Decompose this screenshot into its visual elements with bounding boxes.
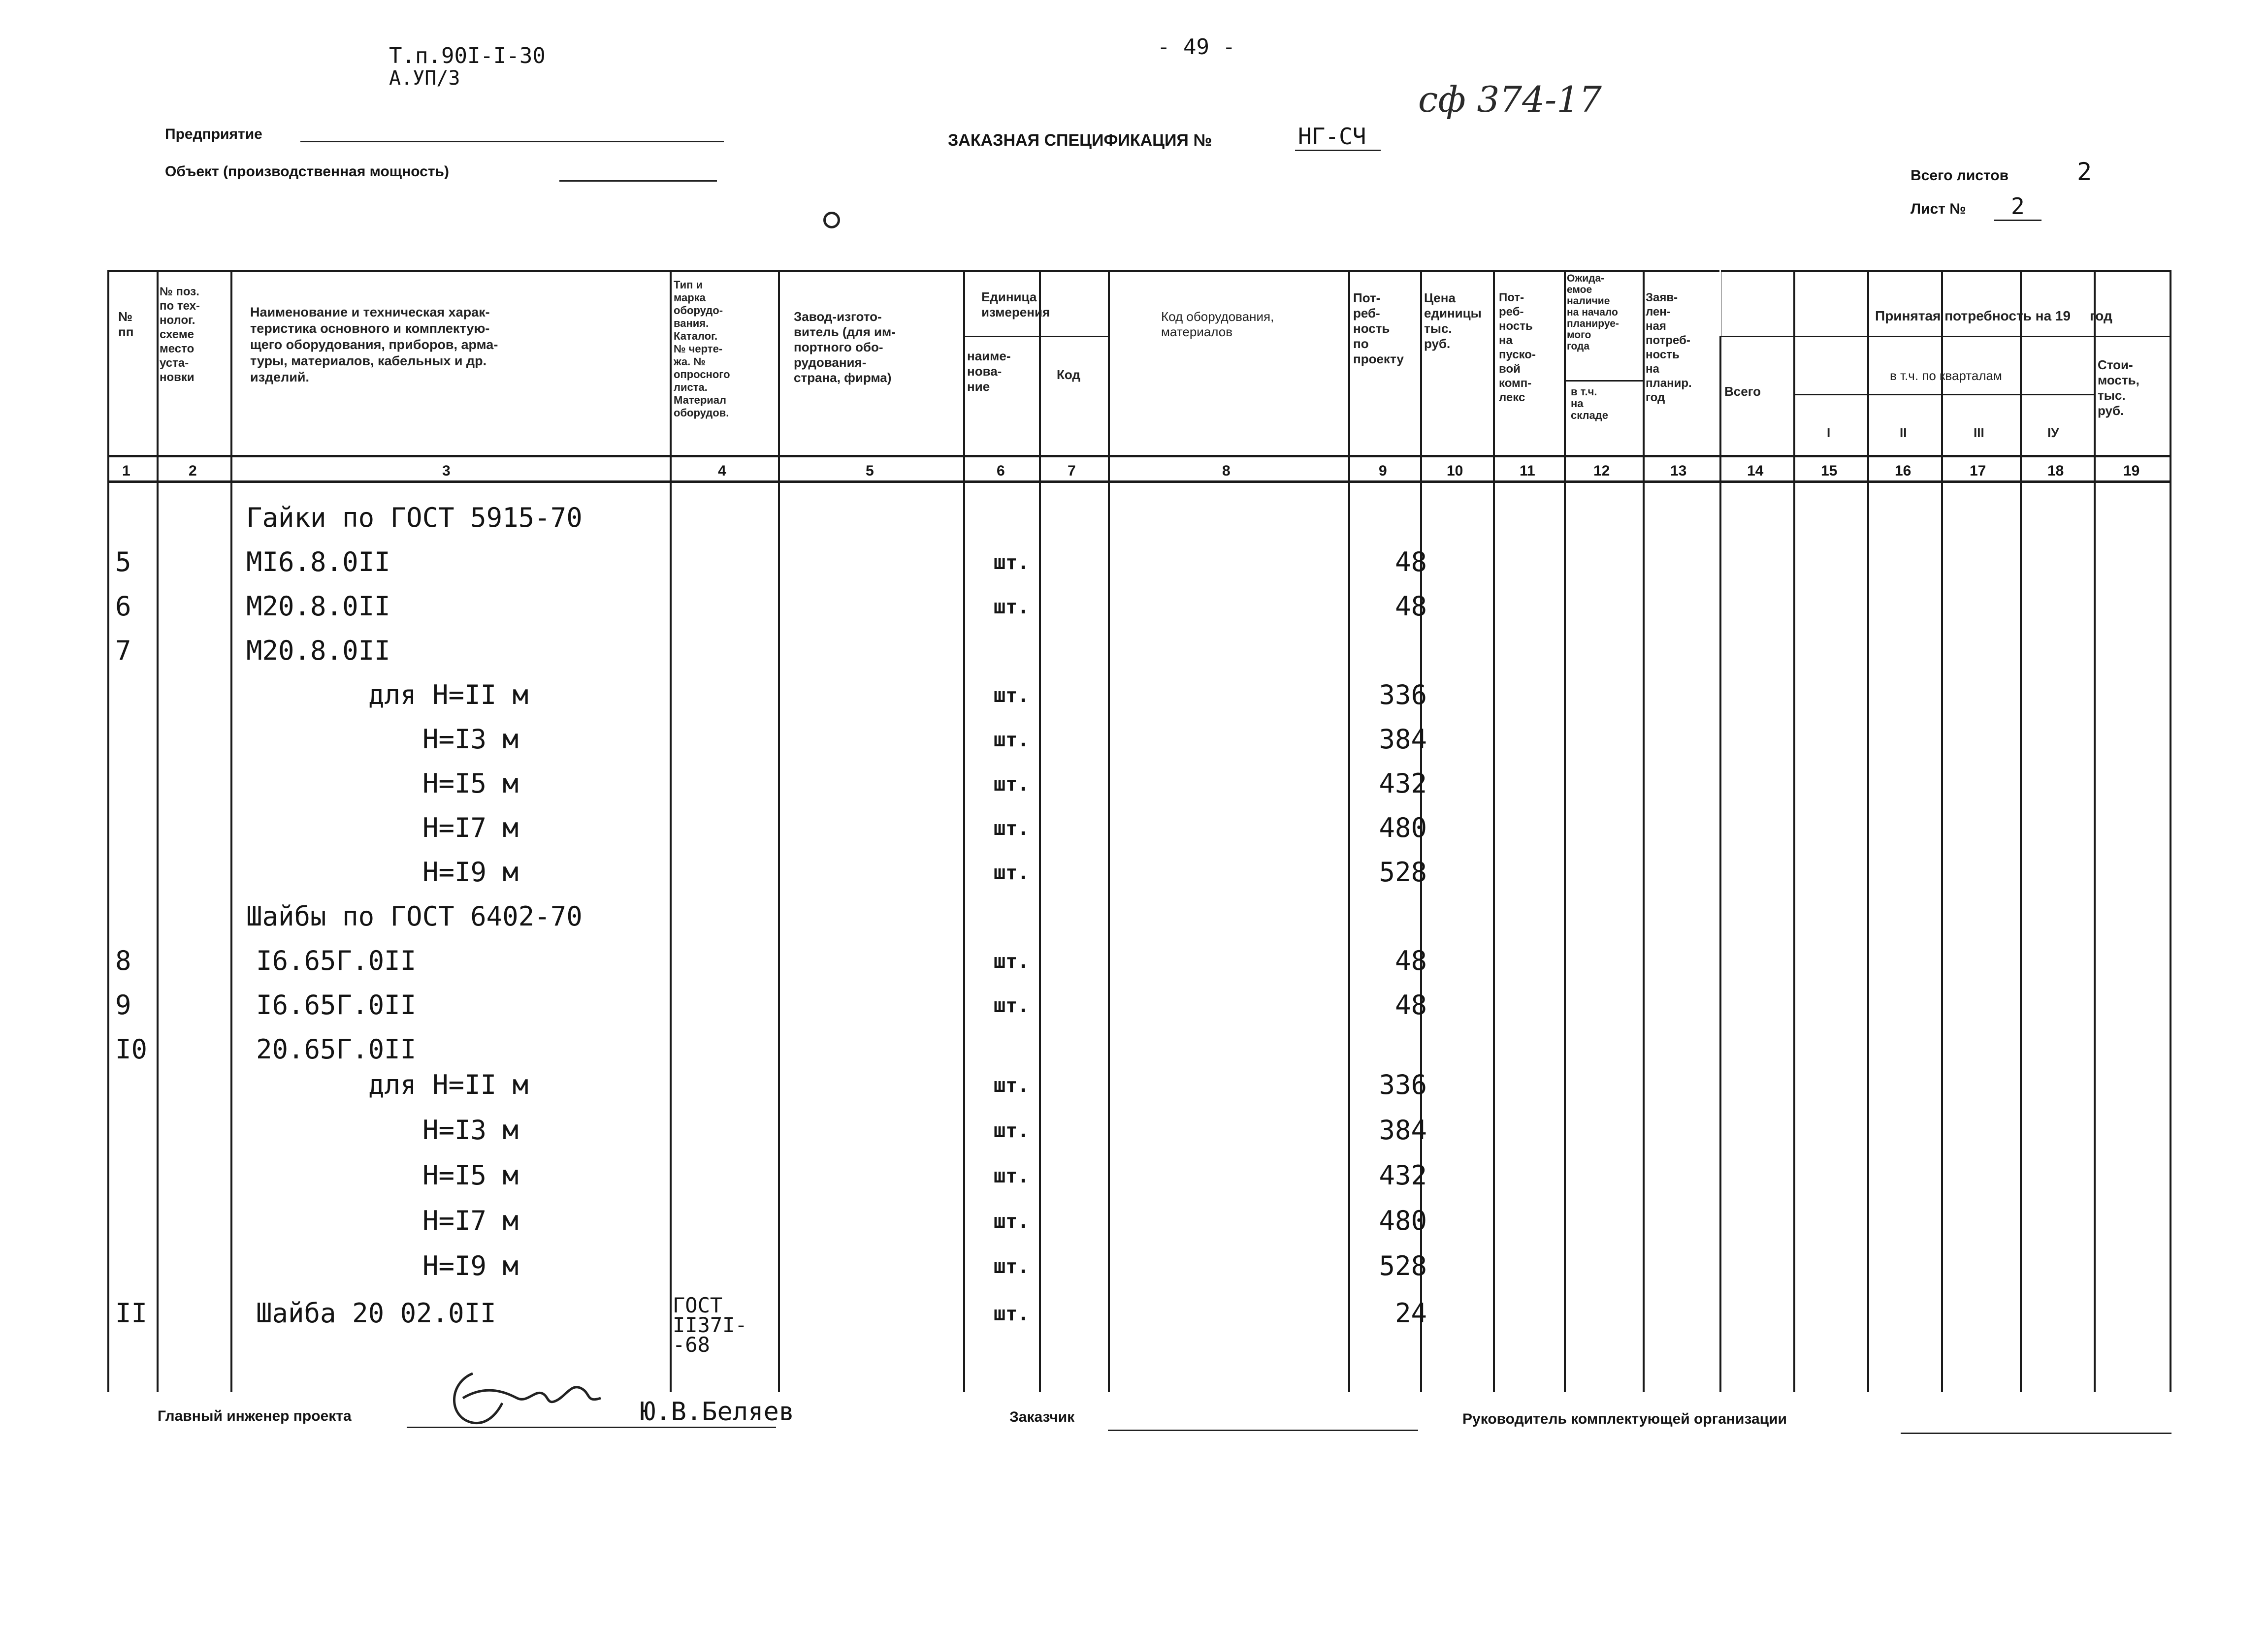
table-row: [107, 1200, 2171, 1242]
row-number: 9: [115, 990, 131, 1021]
item-name: Гайки по ГОСТ 5915-70: [246, 502, 583, 533]
signature-image: [443, 1364, 606, 1433]
item-name: МI6.8.0II: [246, 546, 390, 577]
col10-header: Цена единицы тыс. руб.: [1424, 290, 1482, 351]
quarters-rule: [1793, 394, 2094, 395]
customer-sign-line: [1108, 1430, 1418, 1431]
table-row: [107, 542, 2171, 583]
row-number: 6: [115, 591, 131, 622]
quantity: 384: [1379, 724, 1427, 755]
table-row: [107, 497, 2171, 539]
col5-header: Завод-изгото- витель (для им- портного обо- рудования- страна, фирма): [794, 309, 896, 385]
unit: шт.: [994, 596, 1030, 618]
quantity: 336: [1379, 679, 1427, 710]
quantity: 48: [1394, 990, 1427, 1021]
stock-sub-rule: [1564, 380, 1643, 382]
unit: шт.: [994, 817, 1030, 840]
item-name: М20.8.0II: [246, 635, 390, 666]
col2-header: № поз. по тех- нолог. схеме место уста- новки: [160, 285, 200, 384]
table-row: [107, 1245, 2171, 1287]
sheet-label: Лист №: [1911, 201, 1966, 217]
supplier-label: Руководитель комплектующей организации: [1462, 1411, 1787, 1427]
quantity: 528: [1379, 857, 1427, 888]
item-name: Н=I9 м: [422, 857, 519, 888]
unit: шт.: [994, 1303, 1030, 1325]
col-number: 11: [1520, 463, 1535, 479]
row-number: 7: [115, 635, 131, 666]
supplier-sign-line: [1901, 1433, 2171, 1434]
table-row: [107, 1110, 2171, 1151]
total-sheets-value: 2: [2077, 158, 2092, 186]
row-number: 8: [115, 945, 131, 976]
table-row: [107, 807, 2171, 849]
object-line: [559, 180, 717, 182]
engineer-label: Главный инженер проекта: [158, 1408, 352, 1424]
table-row: [107, 674, 2171, 716]
col19-header: Стои- мость, тыс. руб.: [2098, 357, 2139, 418]
quarter-1: I: [1827, 425, 1831, 440]
item-name: М20.8.0II: [246, 591, 390, 622]
item-name: Н=I5 м: [422, 1160, 519, 1191]
col6-group-header: Единица измерения: [981, 289, 1050, 319]
column-number-rule: [107, 480, 2171, 483]
spec-title: ЗАКАЗНАЯ СПЕЦИФИКАЦИЯ №: [948, 131, 1212, 150]
quantity: 528: [1379, 1250, 1427, 1281]
col12-stock-header: в т.ч. на складе: [1571, 385, 1608, 421]
item-name: Н=I3 м: [422, 724, 519, 755]
table-row: [107, 763, 2171, 804]
row-number: I0: [115, 1034, 148, 1065]
quantity: 432: [1379, 768, 1427, 799]
col-number: 19: [2123, 463, 2140, 479]
unit-group-rule: [963, 336, 1108, 337]
col8-header: Код оборудования, материалов: [1161, 309, 1274, 339]
object-label: Объект (производственная мощность): [165, 163, 449, 180]
doc-ref-line2: А.УП/3: [389, 67, 460, 90]
item-name: Н=I9 м: [422, 1250, 519, 1281]
quantity: 432: [1379, 1160, 1427, 1191]
col-number: 9: [1379, 463, 1387, 479]
unit: шт.: [994, 729, 1030, 751]
col-number: 1: [122, 463, 130, 479]
col-number: 18: [2047, 463, 2064, 479]
quantity: 384: [1379, 1115, 1427, 1146]
enterprise-label: Предприятие: [165, 126, 262, 142]
quarter-3: III: [1974, 425, 1984, 440]
handwritten-code: сф 374-17: [1418, 79, 1602, 120]
item-name: Шайба 20 02.0II: [256, 1298, 496, 1329]
quantity: 480: [1379, 1205, 1427, 1236]
quantity: 48: [1394, 591, 1427, 622]
item-name: I6.65Г.0II: [256, 945, 417, 976]
table-row: [107, 985, 2171, 1026]
table-top-rule: [107, 270, 2171, 272]
col3-header: Наименование и техническая харак- теристика основного и комплектую- щего оборудования, приборов, арма- туры, материалов, кабельных и др. изделий.: [250, 305, 498, 384]
table-row: [107, 719, 2171, 760]
item-name: для Н=II м: [368, 679, 529, 710]
quantity: 48: [1394, 546, 1427, 577]
table-header-rule: [107, 455, 2171, 457]
table-row: [107, 1064, 2171, 1106]
quarters-label: в т.ч. по кварталам: [1890, 368, 2002, 383]
unit: шт.: [994, 994, 1030, 1017]
col-number: 2: [189, 463, 197, 479]
table-row: [107, 940, 2171, 982]
quantity: 24: [1394, 1298, 1427, 1329]
table-row: [107, 1155, 2171, 1196]
sheet-value: 2: [1994, 193, 2041, 221]
col4-header: Тип и марка оборудо- вания. Каталог. № черте- жа. № опросного листа. Материал оборудов.: [674, 279, 730, 419]
item-name: Н=I7 м: [422, 812, 519, 843]
unit: шт.: [994, 950, 1030, 973]
item-name: 20.65Г.0II: [256, 1034, 417, 1065]
spec-number: НГ-СЧ: [1295, 123, 1381, 151]
col-number: 5: [866, 463, 874, 479]
col11-header: Пот- реб- ность на пуско- вой комп- лекс: [1499, 291, 1536, 404]
customer-label: Заказчик: [1009, 1409, 1075, 1425]
unit: шт.: [994, 551, 1030, 574]
unit: шт.: [994, 773, 1030, 796]
col-number: 7: [1068, 463, 1076, 479]
unit: шт.: [994, 1119, 1030, 1142]
table-row: [107, 630, 2171, 671]
col-number: 8: [1222, 463, 1231, 479]
col-number: 3: [442, 463, 451, 479]
col6-header: наиме- нова- ние: [967, 349, 1011, 394]
page-number: - 49 -: [1157, 34, 1235, 60]
col14-header: Всего: [1724, 384, 1761, 399]
unit: шт.: [994, 862, 1030, 884]
col-number: 15: [1821, 463, 1838, 479]
quantity: 480: [1379, 812, 1427, 843]
enterprise-line: [300, 141, 724, 142]
item-name: для Н=II м: [368, 1069, 529, 1100]
table-row: [107, 896, 2171, 937]
item-name: I6.65Г.0II: [256, 990, 417, 1021]
row-number: II: [115, 1298, 148, 1329]
table-row: [107, 1293, 2171, 1381]
col-number: 17: [1970, 463, 1986, 479]
item-type: ГОСТ II37I- -68: [673, 1293, 747, 1357]
accepted-group-rule: [1719, 336, 2171, 337]
col-number: 14: [1747, 463, 1764, 479]
col13-header: Заяв- лен- ная потреб- ность на планир. год: [1646, 291, 1692, 404]
col-number: 6: [997, 463, 1005, 479]
col-number: 13: [1670, 463, 1687, 479]
unit: шт.: [994, 1074, 1030, 1097]
group-gap: [1719, 270, 1721, 336]
row-number: 5: [115, 546, 131, 577]
specification-table: [107, 270, 2171, 1392]
col12-header: Ожида- емое наличие на начало планируе- мого года: [1567, 273, 1619, 352]
unit: шт.: [994, 1210, 1030, 1233]
quantity: 336: [1379, 1069, 1427, 1100]
doc-ref-line1: Т.п.90I-I-30: [389, 43, 546, 68]
unit: шт.: [994, 1165, 1030, 1187]
punch-hole-mark: [823, 212, 840, 228]
col1-header: № пп: [118, 309, 134, 339]
quantity: 48: [1394, 945, 1427, 976]
engineer-name: Ю.В.Беляев: [640, 1397, 795, 1427]
item-name: Шайбы по ГОСТ 6402-70: [246, 901, 583, 932]
col-number: 10: [1447, 463, 1463, 479]
table-row: [107, 852, 2171, 893]
item-name: Н=I7 м: [422, 1205, 519, 1236]
quarter-2: II: [1900, 425, 1907, 440]
col-number: 16: [1895, 463, 1912, 479]
col9-header: Пот- реб- ность по проекту: [1353, 290, 1404, 366]
col-number: 4: [718, 463, 726, 479]
quarter-4: IУ: [2047, 425, 2059, 440]
col7-header: Код: [1057, 367, 1080, 382]
item-name: Н=I3 м: [422, 1115, 519, 1146]
table-row: [107, 586, 2171, 627]
item-name: Н=I5 м: [422, 768, 519, 799]
total-sheets-label: Всего листов: [1911, 167, 2009, 184]
col-number: 12: [1593, 463, 1610, 479]
unit: шт.: [994, 1255, 1030, 1278]
col14-group-header: Принятая потребность на 19 год: [1875, 308, 2112, 323]
unit: шт.: [994, 684, 1030, 707]
